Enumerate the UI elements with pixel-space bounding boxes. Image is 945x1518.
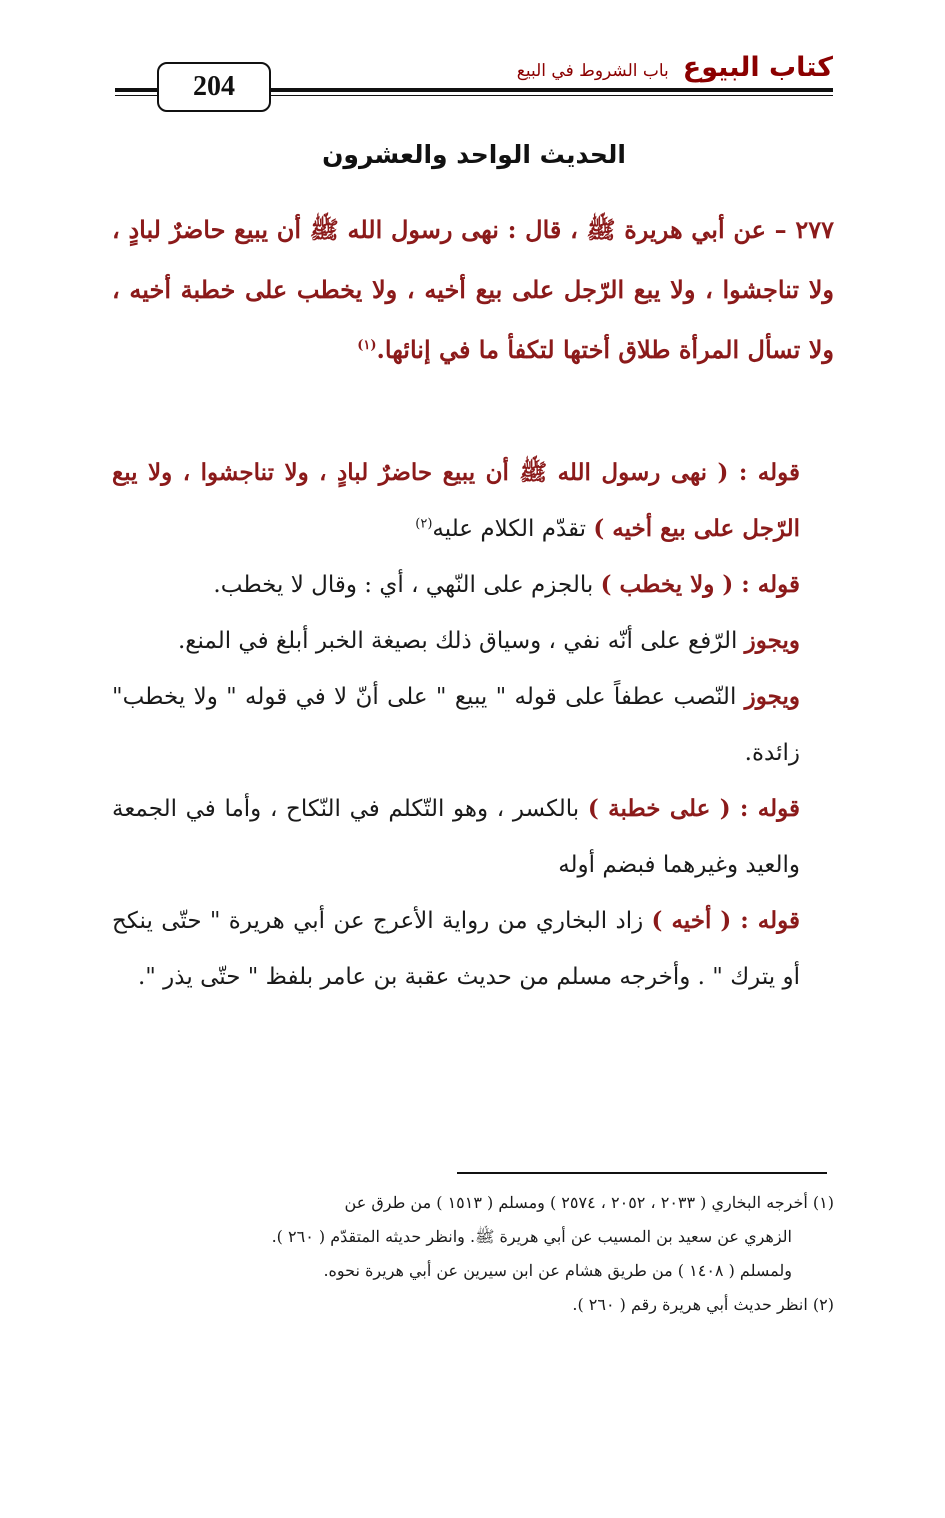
chapter-title: باب الشروط في البيع [516, 61, 669, 81]
commentary-paragraph-3 [112, 613, 834, 669]
quoted-phrase: قوله : ( نهى رسول الله ﷺ أن يبيع حاضرٌ لبادٍ ، ولا تناجشوا ، ولا يبع الرّجل على بيع أخيه ) [112, 459, 800, 542]
footnote-2: (٢) انظر حديث أبي هريرة رقم ( ٢٦٠ ). [572, 1295, 834, 1314]
paragraph-text: النّصب عطفاً على قوله " يبيع " على أنّ لا في قوله " ولا يخطب" زائدة. [112, 684, 800, 766]
commentary-paragraph-1 [112, 445, 834, 557]
hadith-text [112, 200, 834, 380]
footnote-ref-1: (١) [357, 338, 377, 353]
footnote-separator [457, 1172, 827, 1174]
quoted-phrase: قوله : ( على خطبة ) [587, 795, 800, 822]
header-titles [517, 52, 833, 83]
paragraph-text: زاد البخاري من رواية الأعرج عن أبي هريرة " حتّى ينكح أو يترك " . وأخرجه مسلم من حديث عقبة بن عامر بلفظ " حتّى يذر ". [112, 908, 800, 990]
footnotes [112, 1186, 834, 1322]
quoted-phrase: قوله : ( ولا يخطب ) [600, 571, 800, 598]
footnote-1-line-2: الزهري عن سعيد بن المسيب عن أبي هريرة ﷺ. وانظر حديثه المتقدّم ( ٢٦٠ ). [271, 1227, 792, 1246]
paragraph-text: بالجزم على النّهي ، أي : وقال لا يخطب. [213, 572, 601, 598]
paragraph-text: تقدّم الكلام عليه [432, 516, 594, 542]
page-number: 204 [157, 62, 271, 112]
footnote-1-line-1: (١) أخرجه البخاري ( ٢٠٣٣ ، ٢٠٥٢ ، ٢٥٧٤ ) ومسلم ( ١٥١٣ ) من طرق عن [344, 1193, 834, 1212]
hadith-body: ٢٧٧ – عن أبي هريرة ﷺ ، قال : نهى رسول الله ﷺ أن يبيع حاضرٌ لبادٍ ، ولا تناجشوا ، ولا يبع الرّجل على بيع أخيه ، ولا يخطب على خطبة أخيه ، ولا تسأل المرأة طلاق أختها لتكفأ ما في إنائها. [112, 215, 834, 364]
section-heading: الحديث الواحد والعشرون [322, 140, 626, 169]
book-title: كتاب البيوع [682, 52, 833, 83]
paragraph-text: بالكسر ، وهو التّكلم في النّكاح ، وأما في الجمعة والعيد وغيرهما فبضم أوله [112, 796, 800, 878]
footnote-ref-2: (٢) [415, 516, 433, 532]
commentary-paragraph-4 [112, 669, 834, 781]
commentary-paragraph-6 [112, 893, 834, 1005]
keyword: ويجوز [744, 627, 800, 654]
footnote-1-line-3: ولمسلم ( ١٤٠٨ ) من طريق هشام عن ابن سيرين عن أبي هريرة نحوه. [323, 1261, 792, 1280]
paragraph-text: الرّفع على أنّه نفي ، وسياق ذلك بصيغة الخبر أبلغ في المنع. [177, 628, 745, 654]
keyword: ويجوز [744, 683, 800, 710]
commentary-paragraph-5 [112, 781, 834, 893]
quoted-phrase: قوله : ( أخيه ) [651, 907, 800, 934]
page-header [115, 50, 833, 114]
commentary-paragraph-2 [112, 557, 834, 613]
commentary [112, 445, 834, 1005]
